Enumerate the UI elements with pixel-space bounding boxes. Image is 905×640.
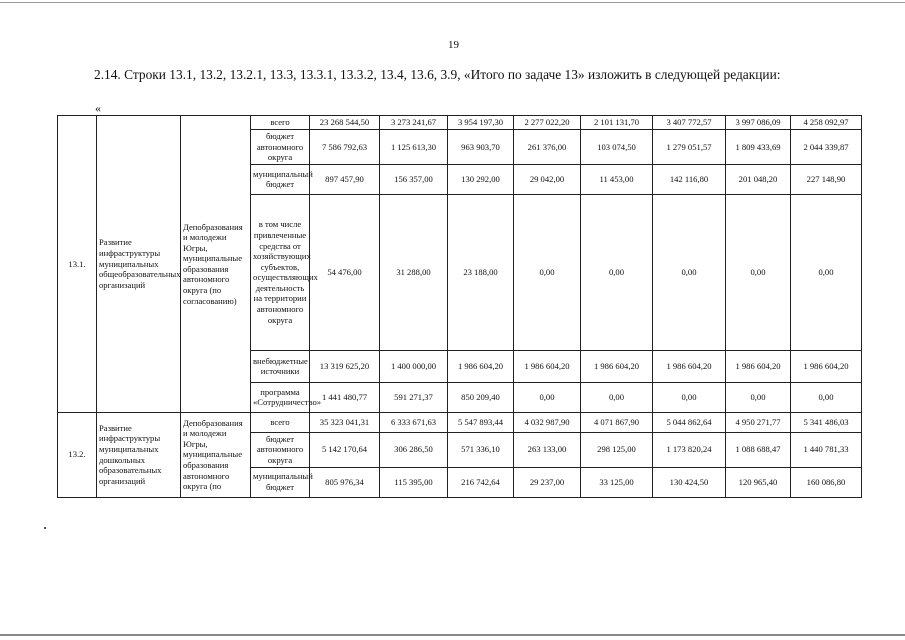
- scan-edge-bottom: [0, 634, 905, 636]
- amount-cell: 1 986 604,20: [791, 350, 862, 382]
- amount-cell: 6 333 671,63: [380, 412, 448, 432]
- amount-cell: 2 044 339,87: [791, 130, 862, 165]
- amount-cell: 35 323 041,31: [310, 412, 380, 432]
- amount-cell: 591 271,37: [380, 382, 448, 412]
- amount-cell: 261 376,00: [514, 130, 581, 165]
- amount-cell: 1 986 604,20: [653, 350, 726, 382]
- amount-cell: 3 954 197,30: [448, 116, 514, 130]
- amount-cell: 0,00: [653, 382, 726, 412]
- amount-cell: 0,00: [726, 382, 791, 412]
- table-row: [58, 116, 862, 130]
- amount-cell: 0,00: [581, 382, 653, 412]
- amount-cell: 4 258 092,97: [791, 116, 862, 130]
- amount-cell: 7 586 792,63: [310, 130, 380, 165]
- amount-cell: 2 277 022,20: [514, 116, 581, 130]
- amount-cell: 1 986 604,20: [581, 350, 653, 382]
- amount-cell: 3 407 772,57: [653, 116, 726, 130]
- amount-cell: 0,00: [514, 194, 581, 350]
- row-number-cell: 13.2.: [58, 412, 97, 497]
- executor-cell: Депобразования и молодежи Югры, муниципальные образования автономного округа (по: [181, 412, 251, 497]
- amount-cell: 130 424,50: [653, 467, 726, 497]
- amount-cell: 227 148,90: [791, 164, 862, 194]
- amount-cell: 1 173 820,24: [653, 432, 726, 467]
- amount-cell: 897 457,90: [310, 164, 380, 194]
- activity-name-cell: Развитие инфраструктуры муниципальных дошкольных образовательных организаций: [97, 412, 181, 497]
- amount-cell: 23 188,00: [448, 194, 514, 350]
- amount-cell: 298 125,00: [581, 432, 653, 467]
- row-number-cell: 13.1.: [58, 116, 97, 413]
- funding-source-cell: всего: [251, 116, 310, 130]
- table-body: [58, 116, 862, 498]
- amount-cell: 263 133,00: [514, 432, 581, 467]
- amount-cell: 115 395,00: [380, 467, 448, 497]
- amount-cell: 2 101 131,70: [581, 116, 653, 130]
- funding-source-cell: бюджет автономного округа: [251, 432, 310, 467]
- amount-cell: 29 042,00: [514, 164, 581, 194]
- funding-source-cell: всего: [251, 412, 310, 432]
- amount-cell: 4 071 867,90: [581, 412, 653, 432]
- amount-cell: 5 547 893,44: [448, 412, 514, 432]
- amount-cell: 29 237,00: [514, 467, 581, 497]
- scan-edge-top: [0, 2, 905, 3]
- amount-cell: 1 986 604,20: [726, 350, 791, 382]
- amount-cell: 1 400 000,00: [380, 350, 448, 382]
- funding-source-cell: в том числе привлеченные средства от хозяйствующих субъектов, осуществляющих деятельность на территории автономного округа: [251, 194, 310, 350]
- amount-cell: 103 074,50: [581, 130, 653, 165]
- amount-cell: 1 986 604,20: [448, 350, 514, 382]
- amount-cell: 11 453,00: [581, 164, 653, 194]
- amount-cell: 54 476,00: [310, 194, 380, 350]
- opening-quote: «: [95, 101, 101, 115]
- amount-cell: 156 357,00: [380, 164, 448, 194]
- amount-cell: 3 997 086,09: [726, 116, 791, 130]
- amount-cell: 5 341 486,03: [791, 412, 862, 432]
- amount-cell: 33 125,00: [581, 467, 653, 497]
- amount-cell: 3 273 241,67: [380, 116, 448, 130]
- table-row: [58, 412, 862, 432]
- amount-cell: 142 116,80: [653, 164, 726, 194]
- page-number: 19: [448, 39, 459, 51]
- amount-cell: 5 044 862,64: [653, 412, 726, 432]
- activity-name-cell: Развитие инфраструктуры муниципальных общеобразовательных организаций: [97, 116, 181, 413]
- program-table: [57, 115, 862, 498]
- amount-cell: 4 032 987,90: [514, 412, 581, 432]
- amount-cell: 160 086,80: [791, 467, 862, 497]
- margin-mark: [44, 527, 46, 529]
- amount-cell: 0,00: [581, 194, 653, 350]
- funding-source-cell: программа «Сотрудничество»: [251, 382, 310, 412]
- amount-cell: 23 268 544,50: [310, 116, 380, 130]
- amount-cell: 0,00: [791, 194, 862, 350]
- funding-source-cell: муниципальный бюджет: [251, 467, 310, 497]
- amount-cell: 1 809 433,69: [726, 130, 791, 165]
- amount-cell: 1 088 688,47: [726, 432, 791, 467]
- amount-cell: 850 209,40: [448, 382, 514, 412]
- amount-cell: 120 965,40: [726, 467, 791, 497]
- amount-cell: 13 319 625,20: [310, 350, 380, 382]
- amendment-heading: 2.14. Строки 13.1, 13.2, 13.2.1, 13.3, 13.3.1, 13.3.2, 13.4, 13.6, 3.9, «Итого по задаче 13» изложить в следующей редакции:: [94, 67, 781, 82]
- amount-cell: 1 441 480,77: [310, 382, 380, 412]
- amount-cell: 201 048,20: [726, 164, 791, 194]
- amount-cell: 1 440 781,33: [791, 432, 862, 467]
- amount-cell: 0,00: [653, 194, 726, 350]
- amount-cell: 306 286,50: [380, 432, 448, 467]
- funding-source-cell: бюджет автономного округа: [251, 130, 310, 165]
- amount-cell: 571 336,10: [448, 432, 514, 467]
- amount-cell: 0,00: [726, 194, 791, 350]
- amount-cell: 31 288,00: [380, 194, 448, 350]
- amount-cell: 963 903,70: [448, 130, 514, 165]
- amount-cell: 1 986 604,20: [514, 350, 581, 382]
- executor-cell: Депобразования и молодежи Югры, муниципальные образования автономного округа (по согласованию): [181, 116, 251, 413]
- amount-cell: 130 292,00: [448, 164, 514, 194]
- amount-cell: 0,00: [791, 382, 862, 412]
- amount-cell: 1 279 051,57: [653, 130, 726, 165]
- amount-cell: 4 950 271,77: [726, 412, 791, 432]
- amount-cell: 216 742,64: [448, 467, 514, 497]
- amount-cell: 0,00: [514, 382, 581, 412]
- amount-cell: 805 976,34: [310, 467, 380, 497]
- funding-source-cell: внебюджетные источники: [251, 350, 310, 382]
- funding-source-cell: муниципальный бюджет: [251, 164, 310, 194]
- amount-cell: 5 142 170,64: [310, 432, 380, 467]
- amount-cell: 1 125 613,30: [380, 130, 448, 165]
